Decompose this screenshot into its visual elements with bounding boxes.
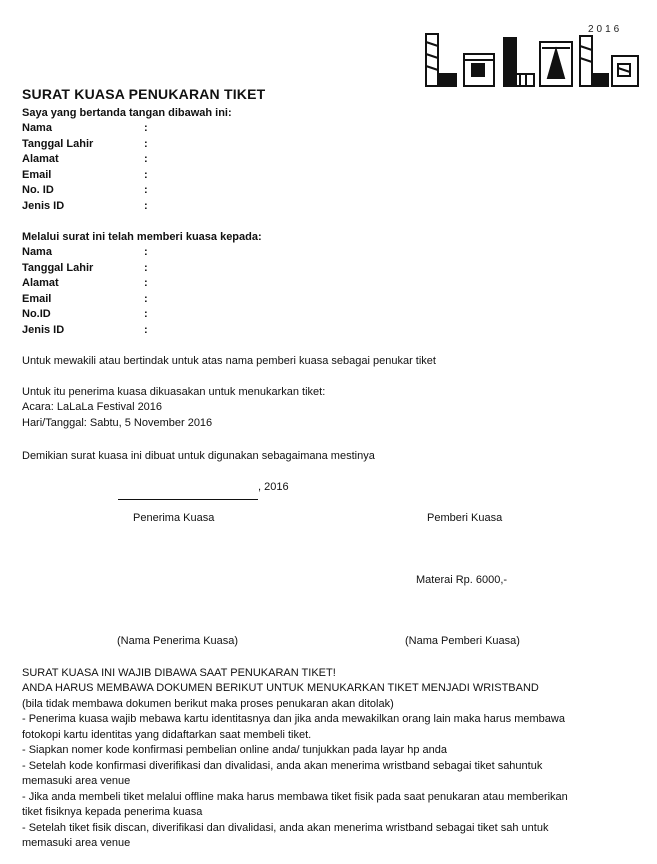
grantor-intro: Saya yang bertanda tangan dibawah ini: bbox=[22, 107, 232, 119]
note-line: - Jika anda membeli tiket melalui offline maka harus membawa tiket fisik pada saat penukaran atau memberikan bbox=[22, 791, 568, 803]
stamp-duty-text: Materai Rp. 6000,- bbox=[416, 574, 508, 586]
note-line: - Siapkan nomer kode konfirmasi pembelian online anda/ tunjukkan pada layar hp anda bbox=[22, 744, 447, 756]
note-line: memasuki area venue bbox=[22, 775, 131, 787]
note-line: fotokopi kartu identitas yang didaftarkan saat membeli tiket. bbox=[22, 729, 312, 741]
grantee-field-email: Email : bbox=[22, 293, 148, 305]
grantee-intro: Melalui surat ini telah memberi kuasa kepada: bbox=[22, 231, 262, 243]
giver-label: Pemberi Kuasa bbox=[427, 512, 503, 524]
note-line: ANDA HARUS MEMBAWA DOKUMEN BERIKUT UNTUK MENUKARKAN TIKET MENJADI WRISTBAND bbox=[22, 682, 539, 694]
grantor-field-email: Email : bbox=[22, 169, 148, 181]
note-line: tiket fisiknya kepada penerima kuasa bbox=[22, 806, 203, 818]
receiver-name: (Nama Penerima Kuasa) bbox=[117, 635, 239, 647]
place-date-blank bbox=[118, 488, 258, 500]
note-line: - Setelah tiket fisik discan, diverifikasi dan divalidasi, anda akan menerima wristband sebagai tiket sah untuk bbox=[22, 822, 549, 834]
grantor-field-nama: Nama : bbox=[22, 122, 148, 134]
receiver-label: Penerima Kuasa bbox=[133, 512, 215, 524]
grantor-field-tanggal-lahir: Tanggal Lahir : bbox=[22, 138, 148, 150]
place-date-year: , 2016 bbox=[258, 481, 289, 493]
grantee-field-nama: Nama : bbox=[22, 246, 148, 258]
lalala-logo bbox=[420, 28, 642, 92]
grantor-field-alamat: Alamat : bbox=[22, 153, 148, 165]
note-line: memasuki area venue bbox=[22, 837, 131, 849]
grantor-field-jenis-id: Jenis ID : bbox=[22, 200, 148, 212]
note-line: SURAT KUASA INI WAJIB DIBAWA SAAT PENUKARAN TIKET! bbox=[22, 667, 336, 679]
grantee-field-tanggal-lahir: Tanggal Lahir : bbox=[22, 262, 148, 274]
grantee-field-no-id: No.ID : bbox=[22, 308, 148, 320]
event-date: Hari/Tanggal: Sabtu, 5 November 2016 bbox=[22, 417, 213, 429]
note-line: - Setelah kode konfirmasi diverifikasi dan divalidasi, anda akan menerima wristband sebagai tiket sahuntuk bbox=[22, 760, 543, 772]
logo-year: 2016 bbox=[588, 24, 623, 35]
note-line: (bila tidak membawa dokumen berikut maka proses penukaran akan ditolak) bbox=[22, 698, 394, 710]
closing-text: Demikian surat kuasa ini dibuat untuk digunakan sebagaimana mestinya bbox=[22, 450, 375, 462]
grantee-field-alamat: Alamat : bbox=[22, 277, 148, 289]
grantor-field-no-id: No. ID : bbox=[22, 184, 148, 196]
purpose-text: Untuk mewakili atau bertindak untuk atas nama pemberi kuasa sebagai penukar tiket bbox=[22, 355, 436, 367]
event-acara: Acara: LaLaLa Festival 2016 bbox=[22, 401, 163, 413]
event-intro: Untuk itu penerima kuasa dikuasakan untuk menukarkan tiket: bbox=[22, 386, 326, 398]
note-line: - Penerima kuasa wajib mebawa kartu identitasnya dan jika anda mewakilkan orang lain maka harus membawa bbox=[22, 713, 565, 725]
grantee-field-jenis-id: Jenis ID : bbox=[22, 324, 148, 336]
giver-name: (Nama Pemberi Kuasa) bbox=[405, 635, 520, 647]
document-title: SURAT KUASA PENUKARAN TIKET bbox=[22, 86, 266, 102]
